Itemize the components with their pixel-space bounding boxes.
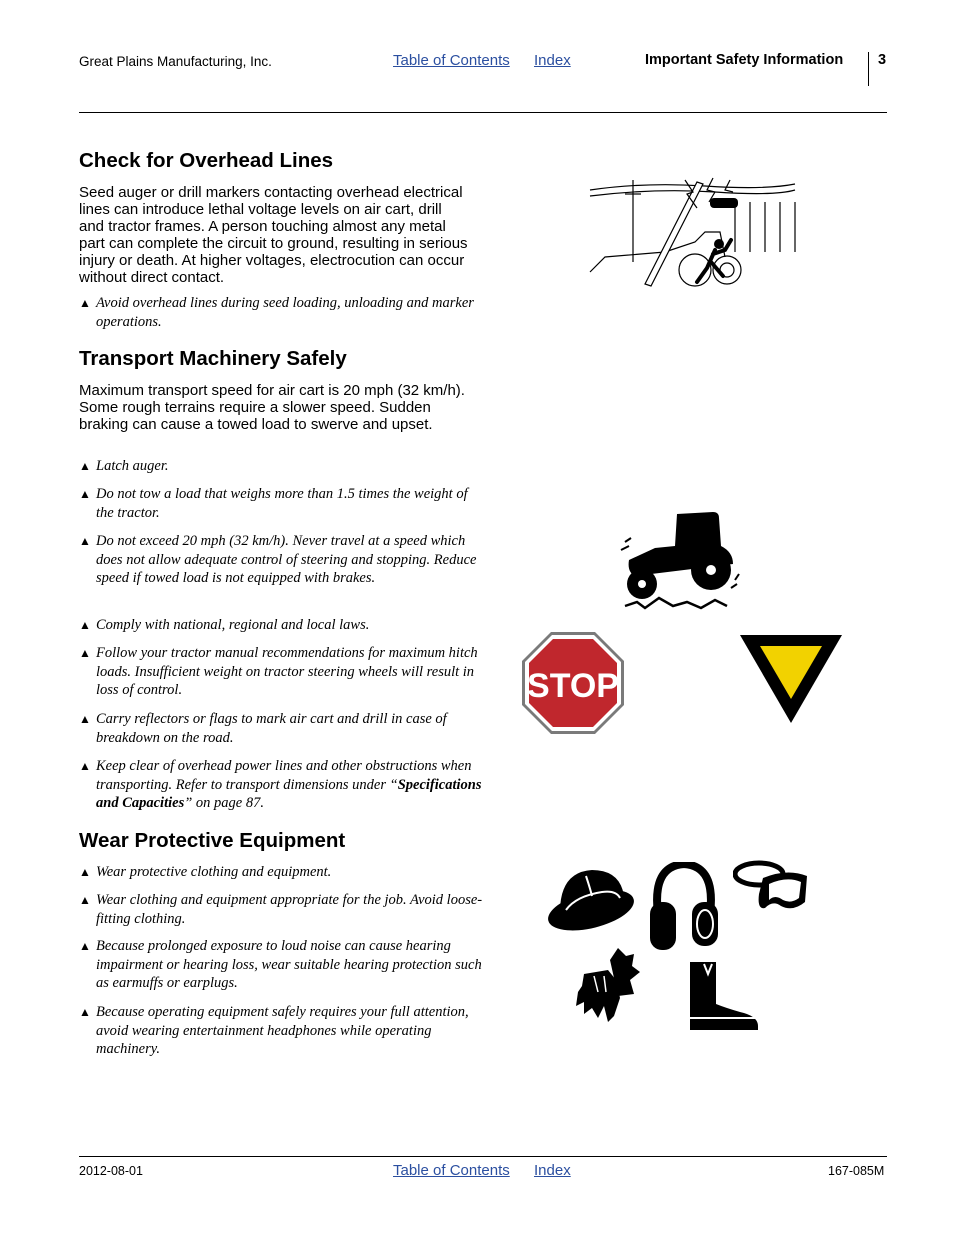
- list-item: ▲ Because prolonged exposure to loud noise can cause hearing impairment or hearing loss, wear suitable hearing protection such as earmuffs or earplugs.: [79, 938, 482, 991]
- triangle-bullet-icon: ▲: [79, 893, 91, 907]
- gloves-icon: [574, 946, 644, 1024]
- triangle-bullet-icon: ▲: [79, 1005, 91, 1019]
- doc-number: 167-085M: [828, 1164, 885, 1178]
- list-item: ▲ Keep clear of overhead power lines and other obstructions when transporting. Refer to transport dimensions under “Specifications and Capacities” on page 87.: [79, 758, 482, 811]
- triangle-bullet-icon: ▲: [79, 939, 91, 953]
- list-item: ▲ Because operating equipment safely requires your full attention, avoid wearing entertainment headphones while operating machinery.: [79, 1004, 469, 1057]
- heading-transport: Transport Machinery Safely: [79, 347, 347, 370]
- heading-protective-equipment: Wear Protective Equipment: [79, 829, 346, 852]
- section-title: Important Safety Information: [645, 52, 844, 68]
- specifications-reference[interactable]: Specifications and Capacities: [96, 776, 482, 811]
- tractor-rough-terrain-icon: [615, 508, 745, 616]
- triangle-bullet-icon: ▲: [79, 534, 91, 548]
- svg-text:STOP: STOP: [527, 667, 619, 705]
- triangle-bullet-icon: ▲: [79, 865, 91, 879]
- triangle-bullet-icon: ▲: [79, 618, 91, 632]
- triangle-bullet-icon: ▲: [79, 296, 91, 310]
- transport-body: Maximum transport speed for air cart is 20 mph (32 km/h). Some rough terrains require a slower speed. Sudden braking can cause a towed load to swerve and upset.: [79, 382, 465, 433]
- list-item: ▲ Wear clothing and equipment appropriate for the job. Avoid loose-fitting clothing.: [79, 892, 483, 927]
- hard-hat-icon: [546, 866, 636, 932]
- triangle-bullet-icon: ▲: [79, 712, 91, 726]
- toc-link-footer[interactable]: Table of Contents: [393, 1162, 510, 1179]
- triangle-bullet-icon: ▲: [79, 487, 91, 501]
- list-item: ▲ Do not tow a load that weighs more than 1.5 times the weight of the tractor.: [79, 486, 468, 521]
- company-name: Great Plains Manufacturing, Inc.: [79, 54, 272, 69]
- footer-rule: [79, 1156, 887, 1157]
- footer-date: 2012-08-01: [79, 1164, 143, 1178]
- index-link-header[interactable]: Index: [534, 52, 571, 69]
- triangle-bullet-icon: ▲: [79, 759, 91, 773]
- list-item: ▲ Do not exceed 20 mph (32 km/h). Never travel at a speed which does not allow adequate control of steering and stopping. Reduce speed if towed load is not equipped with brakes.: [79, 533, 477, 586]
- list-item: ▲ Comply with national, regional and local laws.: [79, 617, 370, 633]
- list-item: ▲ Latch auger.: [79, 458, 169, 474]
- header-rule: [79, 112, 887, 113]
- heading-overhead-lines: Check for Overhead Lines: [79, 149, 334, 172]
- goggles-icon: [733, 860, 811, 918]
- safety-boot-icon: [686, 960, 762, 1034]
- page-number: 3: [878, 52, 887, 68]
- header-divider: [868, 52, 869, 86]
- index-link-footer[interactable]: Index: [534, 1162, 571, 1179]
- toc-link-header[interactable]: Table of Contents: [393, 52, 510, 69]
- overhead-body: Seed auger or drill markers contacting overhead electrical lines can introduce lethal voltage levels on air cart, drill and tractor frames. A person touching almost any metal part can complete the circuit to ground, resulting in serious injury or death. At higher voltages, electrocution can occur without direct contact.: [79, 184, 468, 286]
- earmuffs-icon: [648, 862, 720, 952]
- list-item: ▲ Follow your tractor manual recommendations for maximum hitch loads. Insufficient weight on tractor steering wheels will result in loss of control.: [79, 645, 478, 698]
- triangle-bullet-icon: ▲: [79, 459, 91, 473]
- yield-sign-icon: [738, 633, 844, 725]
- list-item: ▲ Avoid overhead lines during seed loading, unloading and marker operations.: [79, 295, 474, 330]
- overhead-lines-electrocution-icon: [585, 172, 800, 292]
- stop-sign-icon: [521, 631, 625, 735]
- triangle-bullet-icon: ▲: [79, 646, 91, 660]
- list-item: ▲ Wear protective clothing and equipment.: [79, 864, 332, 880]
- list-item: ▲ Carry reflectors or flags to mark air cart and drill in case of breakdown on the road.: [79, 711, 447, 746]
